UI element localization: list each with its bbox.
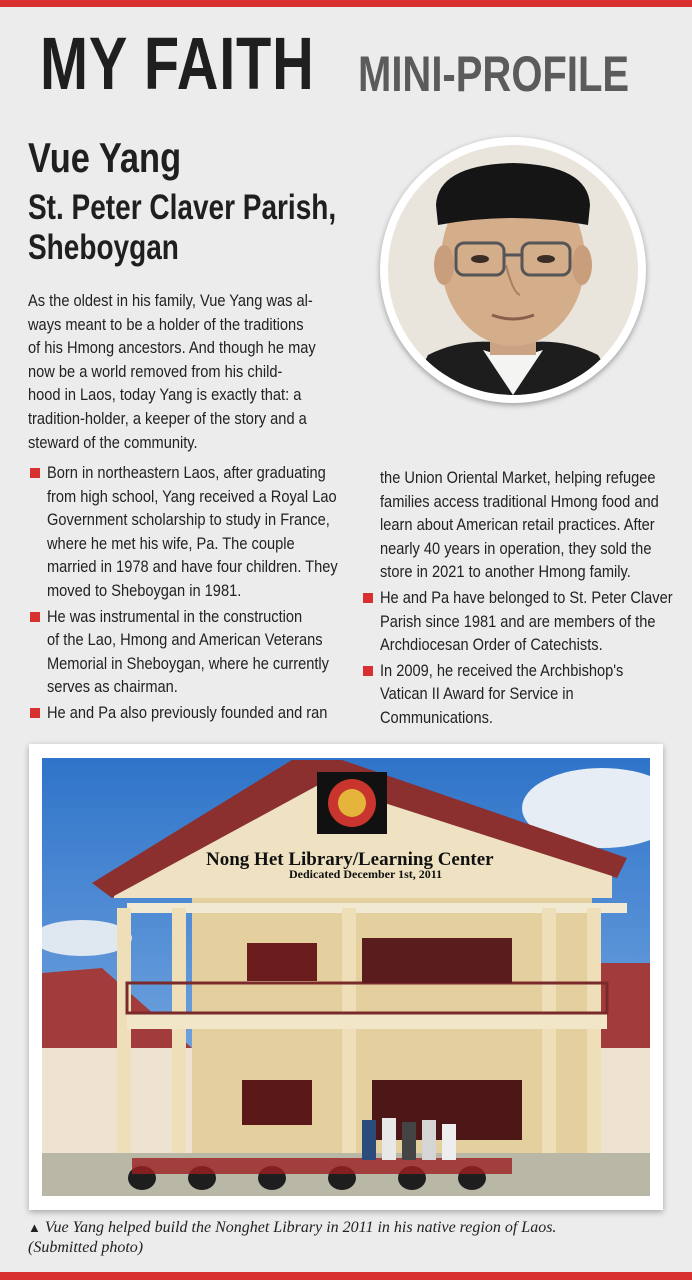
library-building-illustration (42, 758, 650, 1196)
caption-credit: (Submitted photo) (28, 1239, 144, 1256)
bullet-item (361, 659, 661, 730)
bullet-line: learn about American retail practices. After (380, 515, 655, 535)
bullet-item (361, 586, 673, 657)
intro-line: of his Hmong ancestors. And though he may (28, 338, 316, 358)
bullet-line: the Union Oriental Market, helping refugee (380, 468, 656, 487)
bullet-line: married in 1978 and have four children. They (47, 557, 338, 577)
continued-bullet-text (361, 466, 661, 584)
bullet-item (28, 461, 348, 603)
intro-line: ways meant to be a holder of the traditions (28, 314, 304, 334)
bullet-line: where he met his wife, Pa. The couple (47, 533, 295, 553)
bullet-line: store in 2021 to another Hmong family. (380, 562, 631, 582)
page-subtitle: MINI-PROFILE (358, 46, 630, 102)
intro-paragraph (28, 289, 358, 454)
bullet-line: Communications. (380, 707, 493, 727)
bullet-line: from high school, Yang received a Royal Lao (47, 486, 337, 506)
parish-line: Sheboygan (28, 228, 179, 267)
bullet-line: moved to Sheboygan in 1981. (47, 580, 242, 600)
building-sign-text: Nong Het Library/Learning Center (206, 849, 494, 870)
bullet-line: Born in northeastern Laos, after graduating (47, 463, 326, 482)
top-accent-bar (0, 0, 692, 7)
portrait-photo (380, 137, 646, 403)
profile-name: Vue Yang (28, 134, 182, 181)
triangle-marker-icon: ▲ (28, 1220, 41, 1235)
intro-line: tradition-holder, a keeper of the story and a (28, 408, 307, 428)
bullet-line: serves as chairman. (47, 677, 178, 697)
page-header (40, 22, 660, 106)
bullet-line: Government scholarship to study in France, (47, 510, 330, 530)
photo-caption (28, 1218, 668, 1258)
page-title: MY FAITH (40, 22, 315, 105)
intro-line: hood in Laos, today Yang is exactly that: a (28, 385, 302, 405)
bullet-list-left (28, 461, 348, 727)
bullet-line: He and Pa also previously founded and ran (47, 702, 328, 722)
intro-line: steward of the community. (28, 432, 198, 452)
caption-text: Vue Yang helped build the Nonghet Library in 2011 in his native region of Laos. (44, 1219, 557, 1236)
intro-line: As the oldest in his family, Vue Yang was al- (28, 291, 313, 310)
bullet-item (28, 605, 348, 699)
bullet-line: of the Lao, Hmong and American Veterans (47, 630, 323, 650)
profile-parish (28, 188, 336, 268)
bullet-line: Archdiocesan Order of Catechists. (380, 635, 603, 655)
bullet-line: Parish since 1981 and are members of the (380, 611, 656, 631)
parish-line: St. Peter Claver Parish, (28, 188, 337, 227)
library-photo (29, 744, 663, 1210)
bullet-line: nearly 40 years in operation, they sold the (380, 538, 652, 558)
intro-line: now be a world removed from his child- (28, 361, 283, 381)
bullet-line: families access traditional Hmong food and (380, 491, 659, 511)
caption-line (28, 1218, 668, 1238)
bullet-line: Memorial in Sheboygan, where he currently (47, 653, 329, 673)
portrait-illustration (388, 145, 638, 395)
bullet-line: Vatican II Award for Service in (380, 684, 574, 704)
bullet-line: He and Pa have belonged to St. Peter Claver (380, 587, 673, 607)
bullet-item (28, 701, 348, 725)
bullet-line: He was instrumental in the construction (47, 606, 303, 626)
bullet-line: In 2009, he received the Archbishop's (380, 660, 624, 680)
bottom-accent-bar (0, 1272, 692, 1280)
bullet-list-right (361, 466, 673, 732)
building-dedication: Dedicated December 1st, 2011 (289, 867, 443, 881)
